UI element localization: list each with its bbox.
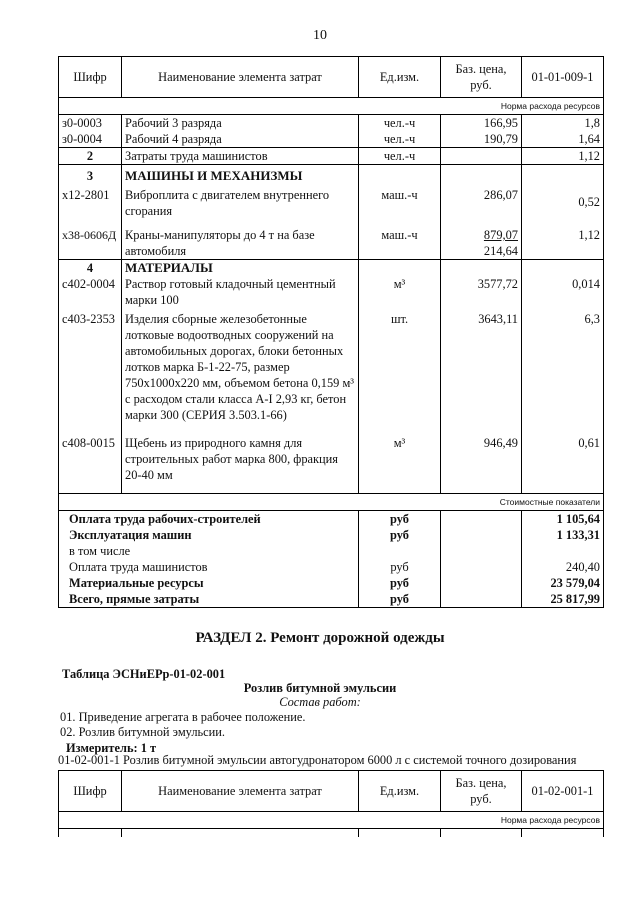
row-norm: 0,014 [522,276,604,308]
norm-label: Норма расхода ресурсов [59,98,604,115]
section-title-materials: МАТЕРИАЛЫ [122,260,359,277]
page-number: 10 [313,28,327,43]
header-unit: Ед.изм. [359,57,441,98]
table-row [59,184,604,219]
summary-label: в том числе [59,543,359,559]
row-unit: шт. [359,308,441,423]
row-price: 3643,11 [441,308,522,423]
summary-row [59,543,604,559]
header-norm-code: 01-01-009-1 [522,57,604,98]
section-title-machines: МАШИНЫ И МЕХАНИЗМЫ [122,165,359,185]
summary-unit: руб [359,575,441,591]
summary-value: 1 105,64 [522,510,604,527]
summary-value: 23 579,04 [522,575,604,591]
summary-label: Эксплуатация машин [59,527,359,543]
table-row [59,165,604,185]
row-name: Раствор готовый кладочный цементный марки 100 [122,276,359,308]
row-code: з0-0004 [59,131,122,148]
row-name: Затраты труда машинистов [122,148,359,165]
row-norm: 6,3 [522,308,604,423]
table-row [59,219,604,260]
table-title: Розлив битумной эмульсии [243,681,397,695]
row-price: 286,07 [441,184,522,219]
row-code: 2 [59,148,122,165]
header-code: Шифр [59,771,122,812]
table-spacer [59,483,604,493]
row-norm: 0,52 [522,184,604,219]
row-price: 3577,72 [441,276,522,308]
row-unit: чел.-ч [359,148,441,165]
row-name: Изделия сборные железобетонные лотковые водоотводных сооружений на автомобильных дорогах, блоки бетонных лотков марка Б-1-22-75, размер 750х1000х220 мм, объемом бетона 0,159 м³ с расходом стали класса А-I 2,93 кг, бетон марки 300 (СЕРИЯ 3.503.1-66) [122,308,359,423]
table-row [59,423,604,483]
row-norm: 1,12 [522,219,604,260]
row-norm: 0,61 [522,423,604,483]
row-unit: чел.-ч [359,115,441,132]
summary-unit: руб [359,510,441,527]
row-code: с403-2353 [59,308,122,423]
row-price: 879,07 [483,228,518,242]
summary-row [59,591,604,608]
row-unit: маш.-ч [359,184,441,219]
table-row [59,148,604,165]
summary-label: Оплата труда рабочих-строителей [59,510,359,527]
summary-value: 1 133,31 [522,527,604,543]
row-unit: м³ [359,423,441,483]
row-norm: 1,12 [522,148,604,165]
row-code: с402-0004 [59,276,122,308]
norm-label-row [59,98,604,115]
summary-row [59,510,604,527]
work-item: 02. Розлив битумной эмульсии. [60,725,226,739]
resource-table-2 [58,770,604,837]
row-unit: м³ [359,276,441,308]
summary-row [59,527,604,543]
row-price [441,148,522,165]
table-id: Таблица ЭСНиЕРр-01-02-001 [62,667,226,681]
row-code: х38-0606Д [59,219,122,260]
meter-label: Измеритель: 1 т [66,741,157,755]
row-code: с408-0015 [59,423,122,483]
summary-label: Всего, прямые затраты [59,591,359,608]
table-continuation [59,829,604,837]
summary-value: 25 817,99 [522,591,604,608]
row-name: Щебень из природного камня для строительных работ марка 800, фракция 20-40 мм [122,423,359,483]
row-code: 4 [59,260,122,277]
resource-table-1 [58,56,604,608]
work-item: 01. Приведение агрегата в рабочее положение. [60,710,306,724]
summary-label: Материальные ресурсы [59,575,359,591]
header-name: Наименование элемента затрат [122,771,359,812]
table-header [59,57,604,98]
row-code: 3 [59,165,122,185]
row-price: 946,49 [441,423,522,483]
works-heading: Состав работ: [279,695,361,709]
row-price: 166,95 [441,115,522,132]
row-norm: 1,8 [522,115,604,132]
table-row [59,308,604,423]
row-name: Рабочий 3 разряда [122,115,359,132]
row-norm: 1,64 [522,131,604,148]
table-header [59,771,604,812]
item-description: 01-02-001-1 Розлив битумной эмульсии автогудронатором 6000 л с системой точного дозирования [58,753,577,767]
cost-label-row [59,493,604,510]
table-row [59,131,604,148]
cost-label: Стоимостные показатели [59,493,604,510]
table-row [59,115,604,132]
header-name: Наименование элемента затрат [122,57,359,98]
header-unit: Ед.изм. [359,771,441,812]
header-price: Баз. цена, руб. [441,57,522,98]
summary-row [59,575,604,591]
norm-label: Норма расхода ресурсов [59,812,604,829]
header-price: Баз. цена, руб. [441,771,522,812]
row-code: з0-0003 [59,115,122,132]
summary-label: Оплата труда машинистов [59,559,359,575]
header-code: Шифр [59,57,122,98]
summary-unit: руб [359,559,441,575]
norm-label-row [59,812,604,829]
section-heading: РАЗДЕЛ 2. Ремонт дорожной одежды [195,630,445,646]
row-price-total: 214,64 [483,244,518,258]
summary-value: 240,40 [522,559,604,575]
summary-unit: руб [359,527,441,543]
table-row [59,276,604,308]
row-unit: маш.-ч [359,219,441,260]
row-name: Рабочий 4 разряда [122,131,359,148]
summary-row [59,559,604,575]
row-name: Краны-манипуляторы до 4 т на базе автомобиля [122,219,359,260]
summary-unit: руб [359,591,441,608]
row-price: 190,79 [441,131,522,148]
row-code: х12-2801 [59,184,122,219]
row-name: Виброплита с двигателем внутреннего сгорания [122,184,359,219]
header-norm-code: 01-02-001-1 [522,771,604,812]
row-unit: чел.-ч [359,131,441,148]
table-row [59,260,604,277]
